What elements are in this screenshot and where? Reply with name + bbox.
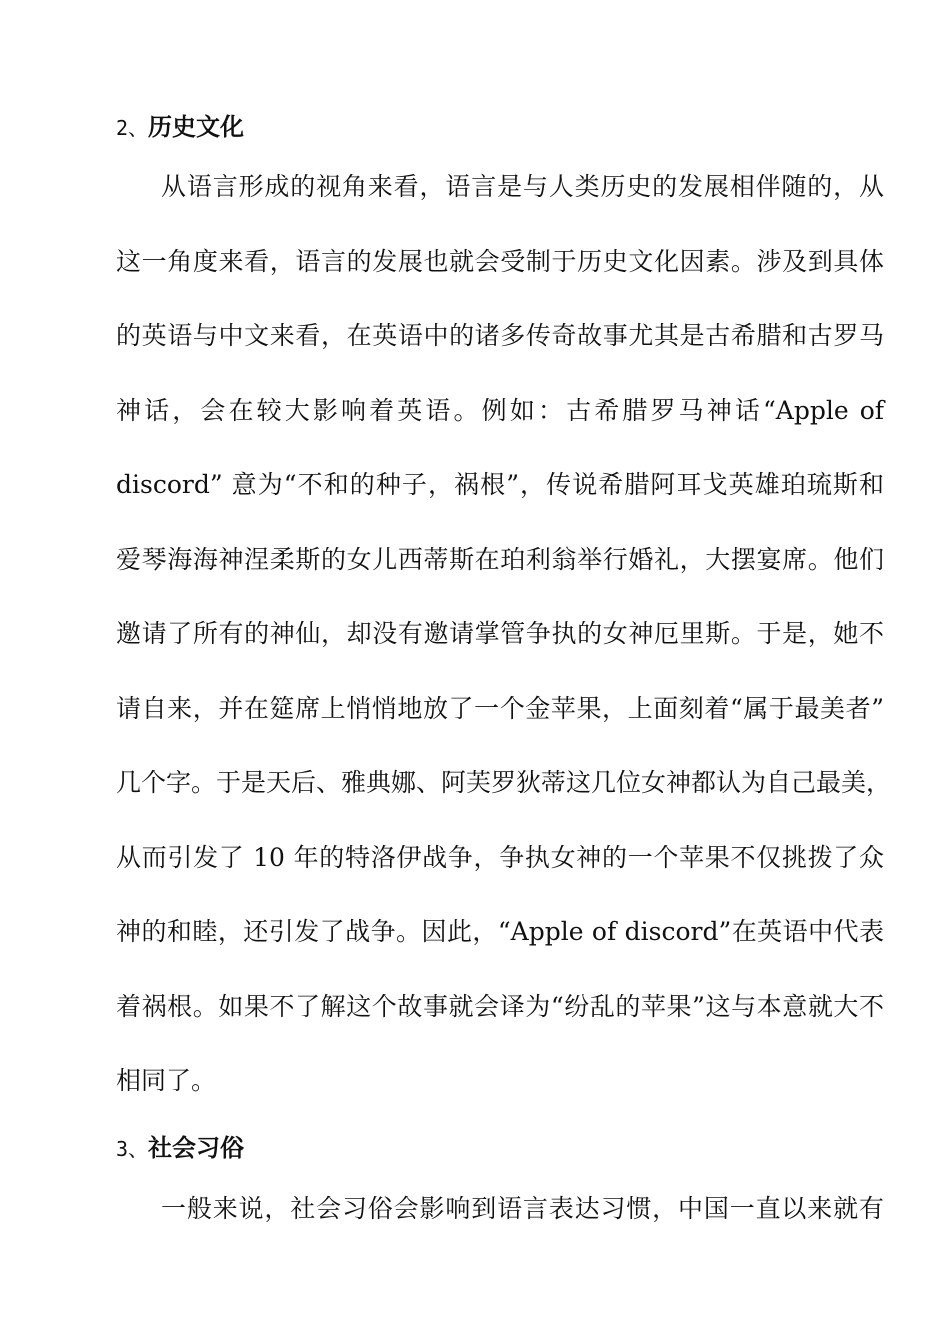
paragraph-line: 相同了。 <box>116 1066 217 1095</box>
paragraph-line: 神话，会在较大影响着英语。例如：古希腊罗马神话“Apple of <box>116 396 884 425</box>
paragraph-line: 这一角度来看，语言的发展也就会受制于历史文化因素。涉及到具体 <box>116 247 884 276</box>
paragraph-line: 从而引发了 10 年的特洛伊战争，争执女神的一个苹果不仅挑拨了众 <box>116 843 884 872</box>
section-heading-history-culture <box>116 112 244 143</box>
section-number: 3、 <box>116 1137 149 1161</box>
paragraph-line: 一般来说，社会习俗会影响到语言表达习惯，中国一直以来就有 <box>161 1194 884 1223</box>
section-title: 历史文化 <box>148 113 245 141</box>
paragraph-line: 从语言形成的视角来看，语言是与人类历史的发展相伴随的，从 <box>161 172 884 201</box>
paragraph-line: 几个字。于是天后、雅典娜、阿芙罗狄蒂这几位女神都认为自己最美， <box>116 768 892 797</box>
section-number: 2、 <box>116 116 149 140</box>
paragraph-line: 着祸根。如果不了解这个故事就会译为“纷乱的苹果”这与本意就大不 <box>116 992 884 1021</box>
section-title: 社会习俗 <box>148 1134 245 1162</box>
paragraph-line: 爱琴海海神涅柔斯的女儿西蒂斯在珀利翁举行婚礼，大摆宴席。他们 <box>116 545 884 574</box>
paragraph-line: 请自来，并在筵席上悄悄地放了一个金苹果，上面刻着“属于最美者” <box>116 694 884 723</box>
section-heading-social-customs <box>116 1133 244 1164</box>
paragraph-line: 邀请了所有的神仙，却没有邀请掌管争执的女神厄里斯。于是，她不 <box>116 619 884 648</box>
paragraph-line: 的英语与中文来看，在英语中的诸多传奇故事尤其是古希腊和古罗马 <box>116 321 884 350</box>
paragraph-line: 神的和睦，还引发了战争。因此，“Apple of discord”在英语中代表 <box>116 917 884 946</box>
paragraph-line: discord” 意为“不和的种子，祸根”，传说希腊阿耳戈英雄珀琉斯和 <box>116 470 884 499</box>
